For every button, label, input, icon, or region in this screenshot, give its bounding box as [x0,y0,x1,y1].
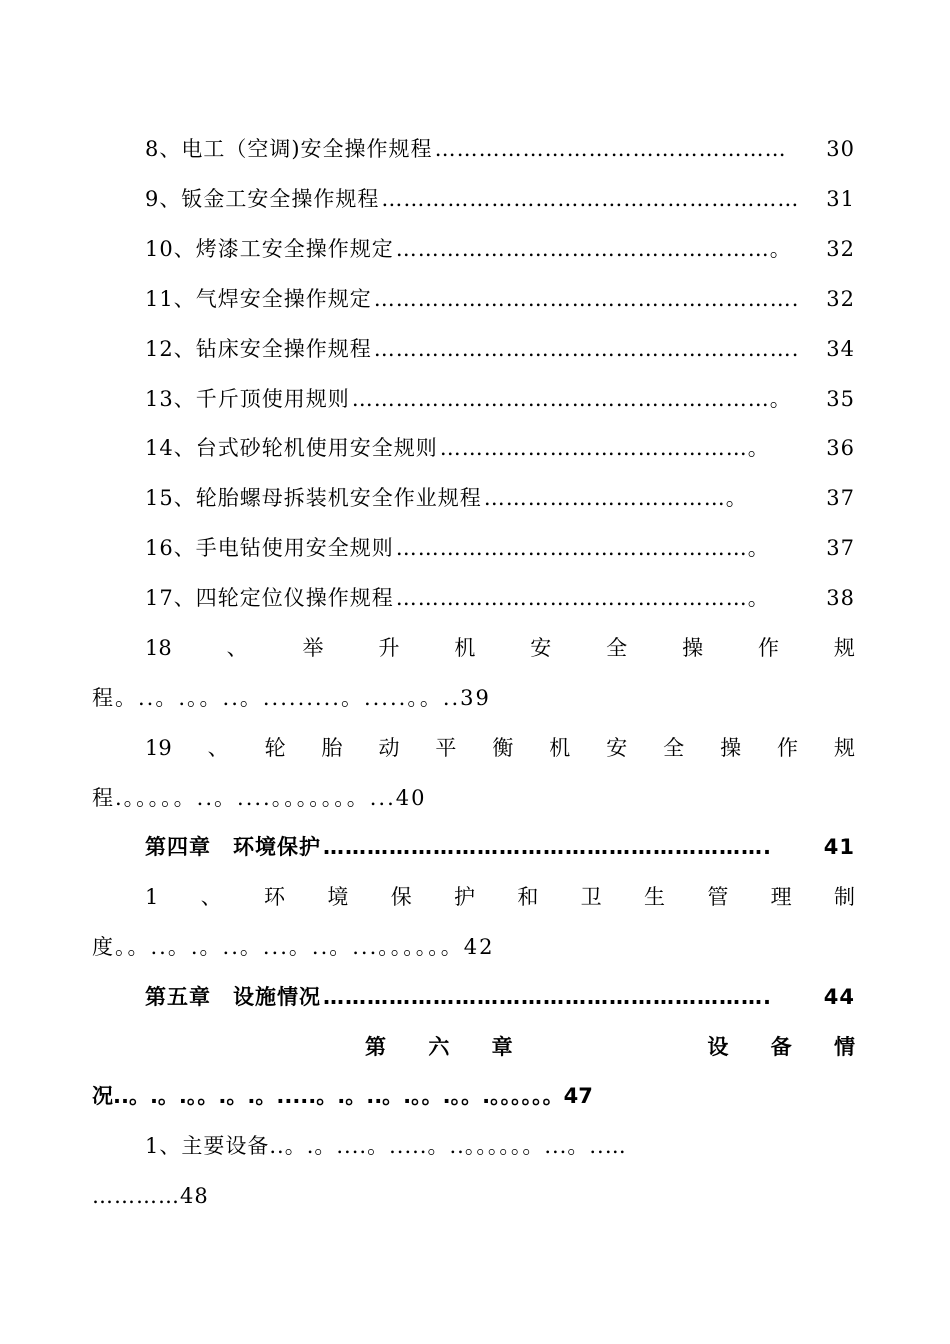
toc-char: 操 [720,736,742,760]
toc-entry-9 [145,181,855,217]
toc-page-number: 41 [823,835,855,859]
toc-char: 全 [663,736,685,760]
toc-char: 作 [777,736,799,760]
toc-entry-19-line1 [145,730,855,766]
toc-entry-title: 14、台式砂轮机使用安全规则 [145,436,438,460]
toc-entry-title: 11、气焊安全操作规定 [145,287,372,311]
toc-page-number: 34 [826,337,855,361]
toc-char: 举 [302,636,324,660]
toc-char: 和 [517,885,539,909]
toc-char: 衡 [492,736,514,760]
toc-entry-title: 17、四轮定位仪操作规程 [145,586,394,610]
toc-leader-dots: ………………………………………… [434,137,787,161]
toc-char: 胎 [321,736,343,760]
toc-page-number: 37 [826,536,855,560]
toc-entry-11 [145,281,855,317]
toc-entry-title: 9、钣金工安全操作规程 [145,187,380,211]
toc-entry-16 [145,530,855,566]
toc-char: 操 [682,636,704,660]
toc-chapter-5 [145,979,855,1015]
toc-char: 1 [145,885,159,909]
toc-char: 安 [530,636,552,660]
toc-page-number: 37 [826,486,855,510]
toc-char: 情 [833,1035,855,1059]
toc-char: 机 [454,636,476,660]
toc-leader-dots: …………………………………………………. [373,337,800,361]
toc-char: 升 [378,636,400,660]
toc-leader-dots: ………………………………………………… [381,187,800,211]
toc-page-number: 31 [826,187,855,211]
toc-leader-dots: …………………………………………………。 [351,387,792,411]
toc-char: 19 [145,736,172,760]
toc-char: 六 [428,1035,450,1059]
toc-entry-title: 13、千斤顶使用规则 [145,387,350,411]
toc-char: 境 [327,885,349,909]
toc-char: 环 [264,885,286,909]
toc-entry-title: 15、轮胎螺母拆装机安全作业规程 [145,486,482,510]
toc-entry-18-line2: 程。..。.。。..。.........。.....。。..39 [92,686,491,710]
toc-entry-equip-1-line1: 1、主要设备..。.。....。.....。..。。。。。。...。..… [145,1134,627,1158]
toc-page-number: 44 [823,985,855,1009]
toc-leader-dots: ……………………………。 [483,486,748,510]
toc-char: 安 [606,736,628,760]
toc-char: 、 [226,636,248,660]
toc-char: 、 [200,885,222,909]
toc-char: 规 [833,736,855,760]
toc-char: 、 [207,736,229,760]
toc-leader-dots: …………………………………………………. [373,287,800,311]
toc-leader-dots: ……………………………………。 [439,436,770,460]
toc-char: 设 [707,1035,729,1059]
toc-char: 全 [606,636,628,660]
toc-page-number: 30 [826,137,855,161]
toc-char: 动 [378,736,400,760]
toc-char: 卫 [580,885,602,909]
toc-char: 第 [365,1035,386,1059]
toc-chapter-4 [145,829,855,865]
toc-entry-env-1-line2: 度。。..。.。..。...。..。...。。。。。。42 [92,935,495,959]
toc-char: 平 [435,736,457,760]
toc-char: 理 [770,885,792,909]
toc-leader-dots: ……………………………………………………. [323,835,772,859]
toc-char: 章 [491,1035,513,1059]
toc-chapter-title: 第五章 设施情况 [145,985,321,1009]
toc-char: 机 [549,736,571,760]
toc-char: 轮 [264,736,286,760]
toc-char: 保 [390,885,412,909]
toc-leader-dots: ……………………………………………………. [323,985,772,1009]
spacer [555,1029,665,1065]
toc-entry-18-line1 [145,630,855,666]
toc-char: 作 [757,636,779,660]
toc-page-number: 35 [826,387,855,411]
toc-char: 规 [833,636,855,660]
toc-page-number: 38 [826,586,855,610]
toc-page-number: 32 [826,237,855,261]
toc-entry-equip-1-line2: …………48 [92,1184,209,1208]
toc-char: 制 [833,885,855,909]
toc-entry-14 [145,430,855,466]
toc-char: 备 [770,1035,792,1059]
toc-char: 管 [707,885,729,909]
toc-chapter-6-line2: 况..。.。.。。.。.。.....。.。..。.。。.。。.。。。。。。47 [92,1084,593,1108]
toc-entry-title: 10、烤漆工安全操作规定 [145,237,394,261]
toc-entry-15 [145,480,855,516]
toc-entry-12 [145,331,855,367]
toc-entry-8 [145,131,855,167]
toc-entry-17 [145,580,855,616]
toc-leader-dots: …………………………………………。 [395,536,770,560]
toc-entry-env-1-line1 [145,879,855,915]
toc-chapter-6-line1 [365,1029,855,1065]
toc-char: 护 [454,885,476,909]
toc-char: 18 [145,636,172,660]
toc-entry-title: 16、手电钻使用安全规则 [145,536,394,560]
toc-page-number: 32 [826,287,855,311]
toc-entry-10 [145,231,855,267]
toc-entry-title: 12、钻床安全操作规程 [145,337,372,361]
toc-entry-19-line2: 程.。。。。。..。....。。。。。。。...40 [92,786,427,810]
toc-chapter-title: 第四章 环境保护 [145,835,321,859]
toc-entry-13 [145,381,855,417]
toc-page-number: 36 [826,436,855,460]
toc-char: 生 [644,885,665,909]
toc-entry-title: 8、电工（空调)安全操作规程 [145,137,433,161]
toc-leader-dots: …………………………………………。 [395,586,770,610]
toc-leader-dots: ……………………………………………。 [395,237,792,261]
